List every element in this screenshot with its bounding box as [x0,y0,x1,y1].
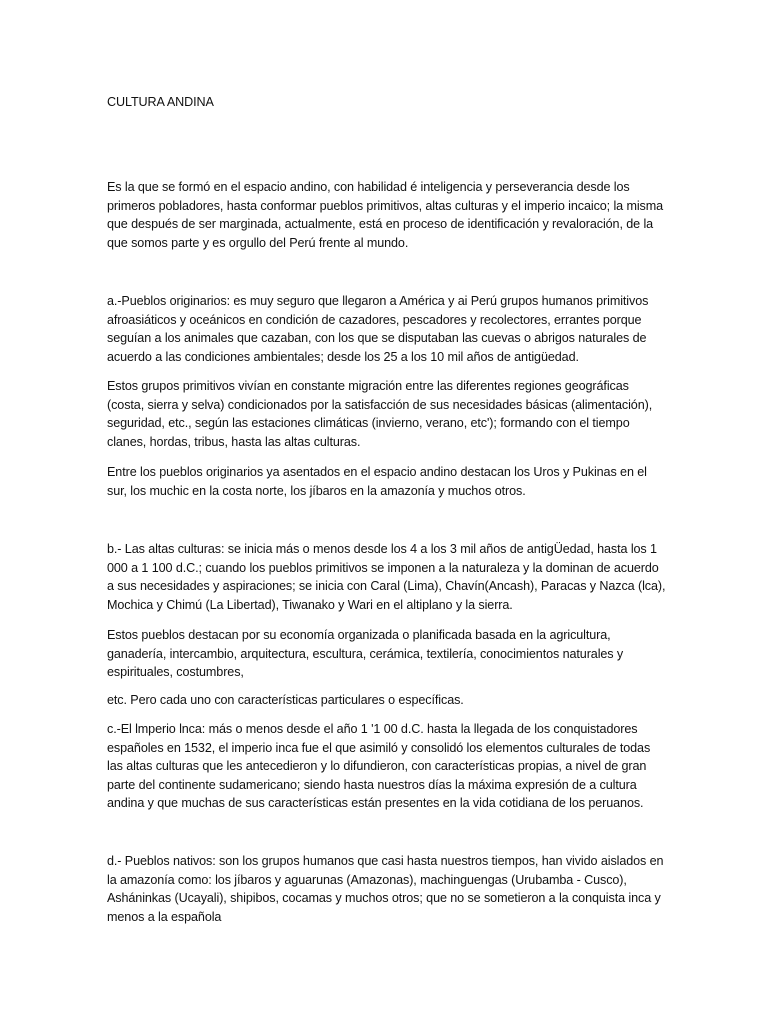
paragraph-economia: Estos pueblos destacan por su economía organizada o planificada basada en la agricultura, ganadería, intercambio, arquitectura, escultura, cerámica, textilería, conocimientos naturales y espirituales, costumbres, [107,628,624,679]
document-title: CULTURA ANDINA [107,95,214,109]
paragraph-imperio-inca: c.-El lmperio lnca: más o menos desde el año 1 '1 00 d.C. hasta la llegada de los conquistadores españoles en 1532, el imperio inca fue el que asimiló y consolidó los elementos culturales de todas las altas culturas que les antecedieron y lo difundieron, con características propias, a nivel de gran parte del continente sudamericano; siendo hasta nuestros días la máxima expresión de a cultura andina y que muchas de sus características están presentes en la vida cotidiana de los peruanos. [107,722,651,810]
paragraph-altas-culturas: b.- Las altas culturas: se inicia más o menos desde los 4 a los 3 mil años de antigÜedad, hasta los 1 000 a 1 100 d.C.; cuando los pueblos primitivos se imponen a la naturaleza y la dominan de acuerdo a sus necesidades y aspiraciones; se inicia con Caral (Lima), Chavín(Ancash), Paracas y Nazca (lca), Mochica y Chimú (La Libertad), Tiwanako y Wari en el altiplano y la sierra. [107,542,666,612]
paragraph-pueblos-asentados: Entre los pueblos originarios ya asentados en el espacio andino destacan los Uros y Pukinas en el sur, los muchic en la costa norte, los jíbaros en la amazonía y muchos otros. [107,465,647,498]
paragraph-intro: Es la que se formó en el espacio andino, con habilidad é inteligencia y perseverancia desde los primeros pobladores, hasta conformar pueblos primitivos, altas culturas y el imperio incaico; la misma que después de ser marginada, actualmente, está en proceso de identificación y revaloración, de la que somos parte y es orgullo del Perú frente al mundo. [107,180,664,250]
paragraph-grupos-primitivos: Estos grupos primitivos vivían en constante migración entre las diferentes regiones geográficas (costa, sierra y selva) condicionados por la satisfacción de sus necesidades básicas (alimentación), seguridad, etc., según las estaciones climáticas (invierno, verano, etc'); formando con el tiempo clanes, hordas, tribus, hasta las altas culturas. [107,379,653,449]
paragraph-pueblos-nativos: d.- Pueblos nativos: son los grupos humanos que casi hasta nuestros tiempos, han vivido aislados en la amazonía como: los jíbaros y aguarunas (Amazonas), machinguengas (Urubamba - Cusco), Asháninkas (Ucayali), shipibos, cocamas y muchos otros; que no se sometieron a la conquista inca y menos a la española [107,854,664,924]
paragraph-caracteristicas: etc. Pero cada uno con características particulares o específicas. [107,693,464,707]
paragraph-pueblos-originarios: a.-Pueblos originarios: es muy seguro que llegaron a América y ai Perú grupos humanos primitivos afroasiáticos y oceánicos en condición de cazadores, pescadores y recolectores, errantes porque seguían a los animales que cazaban, con los que se disputaban las cuevas o abrigos naturales de acuerdo a las condiciones ambientales; desde los 25 a los 10 mil años de antigüedad. [107,294,649,364]
